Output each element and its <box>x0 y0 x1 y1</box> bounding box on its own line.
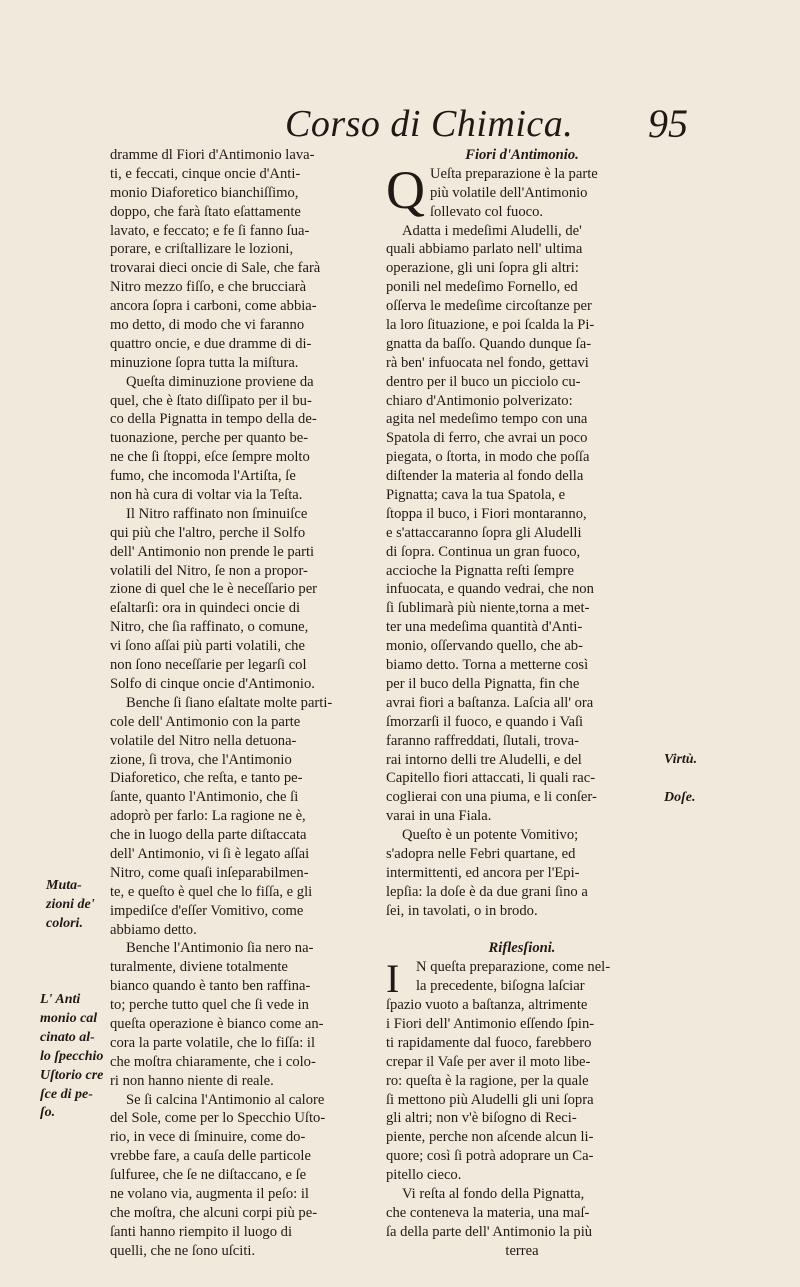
right-text-line: biamo detto. Torna a metterne così <box>386 657 589 674</box>
left-text-line: Benche l'Antimonio ſia nero na- <box>126 940 314 957</box>
right-text-line: ponili nel medeſimo Fornello, ed <box>386 279 578 296</box>
margin-note-mutazioni <box>46 877 95 934</box>
left-text-line: ne volano via, augmenta il peſo: il <box>110 1185 309 1202</box>
right-text-line: agita nel medeſimo tempo con una <box>386 411 588 428</box>
right-text-line: crepar il Vaſe per aver il moto libe- <box>386 1053 591 1070</box>
left-text-line: qui più che l'altro, perche il Solfo <box>110 524 306 541</box>
left-text-line: abbiamo detto. <box>110 921 197 938</box>
right-text-line: intermittenti, ed ancora per l'Epi- <box>386 864 580 881</box>
right-text-line: Adatta i medeſimi Aludelli, de' <box>402 222 582 239</box>
right-text-line: di ſopra. Continua un gran fuoco, <box>386 543 581 560</box>
right-text-line: ſi ſublimarà più niente,torna a met- <box>386 600 590 617</box>
left-text-line: Nitro, come quaſi inſeparabilmen- <box>110 864 309 881</box>
left-text-line: quattro oncie, e due dramme di di- <box>110 335 312 352</box>
left-text-line: to; perche tutto quel che ſi vede in <box>110 997 309 1014</box>
left-text-line: dramme dl Fiori d'Antimonio lava- <box>110 147 315 163</box>
left-text-line: eſaltarſi: ora in quindeci oncie di <box>110 600 301 617</box>
left-text-line: zione, ſi trova, che l'Antimonio <box>110 751 292 768</box>
left-text-line: impediſce d'eſſer Vomitivo, come <box>110 902 304 919</box>
margin-note-line: Muta- <box>46 878 82 893</box>
left-text-line: Il Nitro raffinato non ſminuiſce <box>126 505 308 522</box>
left-text-line: non hà cura di voltar via la Teſta. <box>110 487 303 504</box>
left-text-line: ſanti hanno riempito il luogo di <box>110 1223 292 1240</box>
right-text-line: Pignatta; cava la tua Spatola, e <box>386 487 566 504</box>
right-text-line: ſi mettono più Aludelli gli uni ſopra <box>386 1091 594 1108</box>
left-text-line: queſta operazione è bianco come an- <box>110 1015 324 1032</box>
right-text-line: chiaro d'Antimonio polverizato: <box>386 392 573 409</box>
left-text-line: del Sole, come per lo Specchio Uſto- <box>110 1110 326 1127</box>
left-text-line: adoprò per farlo: La ragione ne è, <box>110 808 306 825</box>
right-text-line: s'adopra nelle Febri quartane, ed <box>386 845 576 862</box>
right-text-line: faranno raffreddati, ſlutali, trova- <box>386 732 580 749</box>
margin-note-line: ſce di pe- <box>40 1086 93 1102</box>
left-text-line: volatili del Nitro, ſe non a propor- <box>110 562 308 579</box>
margin-note-line: ſo. <box>40 1105 56 1121</box>
right-text-line: più volatile dell'Antimonio <box>430 184 588 201</box>
margin-note-antimonio <box>40 991 103 1123</box>
dropcap-paragraph-1 <box>386 159 658 222</box>
left-text-line: porare, e criſtallizare le lozioni, <box>110 241 294 258</box>
left-text-line: lavato, e feccato; e fe ſi fanno ſua- <box>110 222 310 239</box>
left-text-line: cole dell' Antimonio con la parte <box>110 713 301 730</box>
left-column <box>110 146 375 1261</box>
right-text-line: ſpazio vuoto a baſtanza, altrimente <box>386 997 588 1014</box>
left-text-line: Queſta diminuzione proviene da <box>126 373 314 390</box>
left-text-line: Diaforetico, che reſta, e tanto pe- <box>110 770 303 787</box>
dropcap-q: Q <box>386 159 425 220</box>
left-text-line: minuzione ſopra tutta la miſtura. <box>110 354 299 371</box>
right-text-line: accioche la Pignatta reſti ſempre <box>386 562 575 579</box>
margin-note-line: cinato al- <box>40 1029 95 1045</box>
right-text-line: quore; così ſi potrà adoprare un Ca- <box>386 1148 594 1165</box>
right-text-line: coglierai con una piuma, e li conſer- <box>386 789 597 806</box>
left-text-line: che moſtra, che alcuni corpi più pe- <box>110 1204 318 1221</box>
right-text-line: infuocata, e quando vedrai, che non <box>386 581 594 598</box>
right-column <box>386 146 658 1261</box>
margin-note-line: Uſtorio cre <box>40 1067 104 1083</box>
right-text-line: N queſta preparazione, come nel- <box>416 959 611 976</box>
right-text-line: gli altri; non v'è biſogno di Reci- <box>386 1110 577 1127</box>
right-text-line: Capitello fiori attaccati, li quali rac- <box>386 770 596 787</box>
right-text-line: i Fiori dell' Antimonio eſſendo ſpin- <box>386 1015 595 1032</box>
left-text-line: Se ſi calcina l'Antimonio al calore <box>126 1091 325 1108</box>
right-text-line: ſtoppa il buco, i Fiori montaranno, <box>386 505 587 522</box>
right-text-line: operazione, gli uni ſopra gli altri: <box>386 260 579 277</box>
section-heading-riflessioni: Riflesſioni. <box>488 940 556 957</box>
right-text-line: piegata, o ſtorta, in modo che poſſa <box>386 449 590 466</box>
left-text-line: cora la parte volatile, che lo fiſſa: il <box>110 1034 316 1051</box>
right-text-line: piente, perche non aſcende alcun li- <box>386 1129 594 1146</box>
left-text-line: ſulfuree, che ſe ne diſtaccano, e ſe <box>110 1167 307 1184</box>
left-text-line: monio Diaforetico bianchiſſimo, <box>110 184 299 201</box>
left-text-line: Nitro mezzo fiſſo, e che brucciarà <box>110 279 307 296</box>
left-text-line: trovarai dieci oncie di Sale, che farà <box>110 260 321 277</box>
right-text-line: monio, oſſervando quello, che ab- <box>386 638 583 655</box>
right-text-line: terrea <box>505 1242 539 1259</box>
margin-note-line: zioni de' <box>46 896 95 912</box>
left-text-line: zione di quel che le è neceſſario per <box>110 581 318 598</box>
left-text-line: dell' Antimonio, vi ſi è legato aſſai <box>110 845 310 862</box>
right-text-line: Ueſta preparazione è la parte <box>430 165 598 182</box>
right-text-line: rai intorno delli tre Aludelli, e del <box>386 751 582 768</box>
left-text-line: doppo, che farà ſtato eſattamente <box>110 203 301 220</box>
right-text-line: avrai fiori a baſtanza. Laſcia all' ora <box>386 694 594 711</box>
left-text-line: ti, e feccati, cinque oncie d'Anti- <box>110 165 301 182</box>
left-text-line: fumo, che incomoda l'Artiſta, ſe <box>110 468 296 485</box>
left-text-line: co della Pignatta in tempo della de- <box>110 411 317 428</box>
left-text-line: quel, che è ſtato diſſipato per il bu- <box>110 392 312 409</box>
margin-note-line: monio cal <box>40 1010 98 1026</box>
dropcap-i: I <box>386 956 400 1002</box>
right-text-line: ter una medeſima quantità d'Anti- <box>386 619 583 636</box>
left-text-line: rio, in vece di ſminuire, come do- <box>110 1129 306 1146</box>
left-text-line: dell' Antimonio non prende le parti <box>110 543 315 560</box>
dropcap-paragraph-2 <box>386 956 658 1002</box>
right-text-line: gnatta da baſſo. Quando dunque ſa- <box>386 335 592 352</box>
margin-note-line: lo ſpecchio <box>40 1048 104 1064</box>
right-text-line: dentro per il buco un picciolo cu- <box>386 373 581 390</box>
left-text-line: che in luogo della parte diſtaccata <box>110 827 307 844</box>
right-text-line: la precedente, biſogna laſciar <box>416 978 585 995</box>
right-text-line: ſa della parte dell' Antimonio la più <box>386 1223 593 1240</box>
running-head: Corso di Chimica. <box>285 103 574 145</box>
right-text-line: oſſerva le medeſime circoſtanze per <box>386 298 592 315</box>
right-text-line: ſei, in tavolati, o in brodo. <box>386 902 538 919</box>
right-text-line: ti rapidamente dal fuoco, farebbero <box>386 1034 592 1051</box>
right-text-line: quali abbiamo parlato nell' ultima <box>386 241 583 258</box>
right-text-line: rà ben' infuocata nel fondo, gettavi <box>386 354 589 371</box>
right-text-line: lepſia: la doſe è da due grani ſino a <box>386 883 588 900</box>
margin-note-dose: Doſe. <box>664 790 696 805</box>
left-text-line: vrebbe fare, a cauſa delle particole <box>110 1148 311 1165</box>
left-text-line: Nitro, che ſia raffinato, o comune, <box>110 619 309 636</box>
left-text-line: ſante, quanto l'Antimonio, che ſi <box>110 789 299 806</box>
right-text-line: Spatola di ferro, che avrai un poco <box>386 430 588 447</box>
left-text-line: non ſono neceſſarie per legarſi col <box>110 657 307 674</box>
right-text-line: pitello cieco. <box>386 1167 462 1184</box>
left-text-line: te, e queſto è quel che lo fiſſa, e gli <box>110 883 313 900</box>
left-text-line: ancora ſopra i carboni, come abbia- <box>110 298 317 315</box>
margin-note-line: L' Anti <box>40 992 81 1007</box>
right-text-line: varai in una Fiala. <box>386 808 492 825</box>
margin-note-virtu: Virtù. <box>664 752 698 767</box>
left-text-line: turalmente, diviene totalmente <box>110 959 288 976</box>
right-text-line: Vi reſta al fondo della Pignatta, <box>402 1185 585 1202</box>
left-text-line: mo detto, di modo che vi faranno <box>110 317 305 334</box>
section-heading-fiori: Fiori d'Antimonio. <box>465 147 579 163</box>
left-text-line: ri non hanno niente di reale. <box>110 1072 274 1089</box>
left-text-line: Benche ſi ſiano eſaltate molte parti- <box>126 694 333 711</box>
right-text-line: diſtender la materia al fondo della <box>386 468 584 485</box>
right-text-line: ſollevato col fuoco. <box>430 203 544 220</box>
left-text-line: ne che ſi ſtoppi, eſce ſempre molto <box>110 449 310 466</box>
right-text-line: la loro ſituazione, e poi ſcalda la Pi- <box>386 317 595 334</box>
right-text-line: ſmorzarſi il fuoco, e quando i Vaſi <box>386 713 584 730</box>
left-text-line: tuonazione, perche per quanto be- <box>110 430 309 447</box>
left-text-line: vi ſono aſſai più parti volatili, che <box>110 638 305 655</box>
page-number: 95 <box>648 101 688 146</box>
right-text-line: Queſto è un potente Vomitivo; <box>402 827 579 844</box>
right-text-line: che conteneva la materia, una maſ- <box>386 1204 590 1221</box>
left-text-line: volatile del Nitro nella detuona- <box>110 732 297 749</box>
margin-note-line: colori. <box>46 915 83 931</box>
left-text-line: quelli, che ne ſono uſciti. <box>110 1242 256 1259</box>
left-text-line: bianco quando è tanto ben raffina- <box>110 978 311 995</box>
left-text-line: che moſtra chiaramente, che i colo- <box>110 1053 316 1070</box>
left-text-line: Solfo di cinque oncie d'Antimonio. <box>110 675 315 692</box>
right-text-line: ro: queſta è la ragione, per la quale <box>386 1072 589 1089</box>
right-text-line: e s'attaccaranno ſopra gli Aludelli <box>386 524 582 541</box>
right-text-line: per il buco della Pignatta, fin che <box>386 675 580 692</box>
